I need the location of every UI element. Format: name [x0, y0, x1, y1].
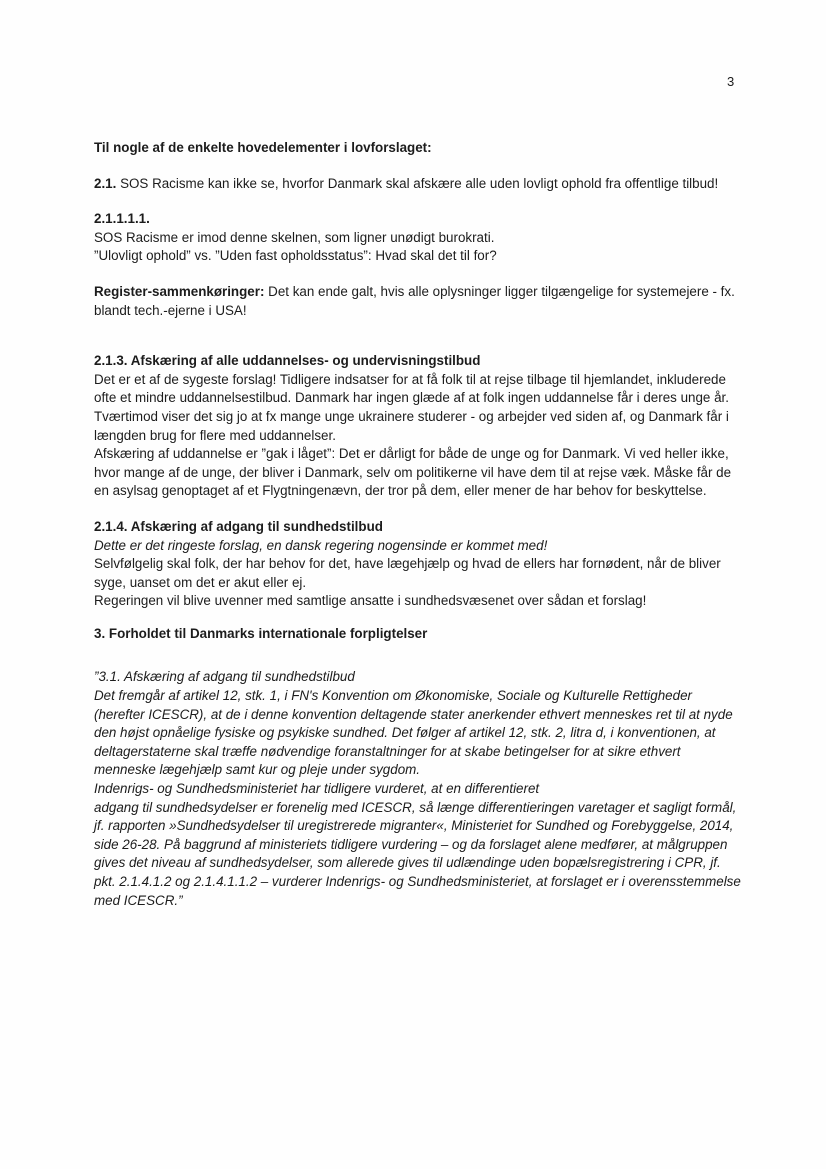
quote-title: ”3.1. Afskæring af adgang til sundhedstilbud: [94, 669, 355, 685]
section-2-1: [94, 175, 744, 194]
section-2-1-4-italic: Dette er det ringeste forslag, en dansk regering nogensinde er kommet med!: [94, 537, 548, 553]
section-2-1-4-para2: Regeringen vil blive uvenner med samtlige ansatte i sundhedsvæsenet over sådan et forslag!: [94, 593, 647, 609]
section-2-1-1-1-1-number: 2.1.1.1.1.: [94, 211, 150, 227]
document-body: [94, 139, 744, 910]
register-paragraph: [94, 283, 744, 320]
quote-para2: Indenrigs- og Sundhedsministeriet har tidligere vurderet, at en differentieret: [94, 781, 540, 797]
section-2-1-1-1-1-line2: ”Ulovligt ophold” vs. ”Uden fast opholdsstatus”: Hvad skal det til for?: [94, 248, 497, 264]
quote-para3: adgang til sundhedsydelser er forenelig med ICESCR, så længe differentieringen varetager et sagligt formål, jf. rapporten »Sundhedsydelser til uregistrerede migranter«, Ministeriet for Sundhed og Forebyggelse, 2014, side 26-28. På baggrund af ministeriets tidligere vurdering – og da forslaget alene medfører, at målgruppen gives det niveau af sundhedsydelser, som allerede gives til udlændinge uden bopælsregistrering i CPR, jf. pkt. 2.1.4.1.2 og 2.1.4.1.1.2 – vurderer Indenrigs- og Sundhedsministeriet, at forslaget er i overensstemmelse med ICESCR.”: [94, 799, 741, 908]
section-2-1-3-para2: Afskæring af uddannelse er ”gak i låget”: Det er dårligt for både de unge og for Danmark. Vi ved heller ikke, hvor mange af de unge, der bliver i Danmark, selv om politikerne vil have dem til at rejse væk. Måske får de en asylsag genoptaget af et Flygtningenævn, der tror på dem, eller mener de har behov for beskyttelse.: [94, 446, 732, 499]
section-2-1-4-title: 2.1.4. Afskæring af adgang til sundhedstilbud: [94, 518, 383, 534]
register-text: Det kan ende galt, hvis alle oplysninger ligger tilgængelige for systemejere - fx. blandt tech.-ejerne i USA!: [94, 283, 735, 318]
section-2-1-3-title: 2.1.3. Afskæring af alle uddannelses- og undervisningstilbud: [94, 353, 481, 369]
section-2-1-text: SOS Racisme kan ikke se, hvorfor Danmark skal afskære alle uden lovligt ophold fra offentlige tilbud!: [116, 175, 719, 191]
section-2-1-4-para1: Selvfølgelig skal folk, der har behov for det, have lægehjælp og hvad de ellers har fornødent, når de bliver syge, uanset om det er akut eller ej.: [94, 556, 721, 590]
section-2-1-number: 2.1.: [94, 175, 117, 191]
section-2-1-1-1-1-line1: SOS Racisme er imod denne skelnen, som ligner unødigt burokrati.: [94, 229, 495, 245]
register-label: Register-sammenkøringer:: [94, 283, 265, 299]
quote-block: [94, 668, 744, 910]
section-3-title: 3. Forholdet til Danmarks internationale forpligtelser: [94, 625, 428, 641]
page-number: 3: [727, 74, 735, 89]
section-heading: Til nogle af de enkelte hovedelementer i lovforslaget:: [94, 140, 432, 155]
section-2-1-3-para1: Det er et af de sygeste forslag! Tidligere indsatser for at få folk til at rejse tilbage til hjemlandet, inkluderede ofte et mindre uddannelsestilbud. Danmark har ingen glæde af at folk ingen uddannelse får i deres unge år. Tværtimod viser det sig jo at fx mange unge ukrainere studerer - og arbejder ved siden af, og Danmark får i længden brug for flere med uddannelser.: [94, 371, 729, 443]
quote-para1: Det fremgår af artikel 12, stk. 1, i FN's Konvention om Økonomiske, Sociale og Kulturelle Rettigheder (herefter ICESCR), at de i denne konvention deltagende stater anerkender ethvert menneskes ret til at nyde den højst opnåelige fysiske og psykiske sundhed. Det følger af artikel 12, stk. 2, litra d, i konventionen, at deltagerstaterne skal træffe nødvendige foranstaltninger for at skabe betingelser for at sikre ethvert menneske lægehjælp samt kur og pleje under sygdom.: [94, 688, 733, 778]
